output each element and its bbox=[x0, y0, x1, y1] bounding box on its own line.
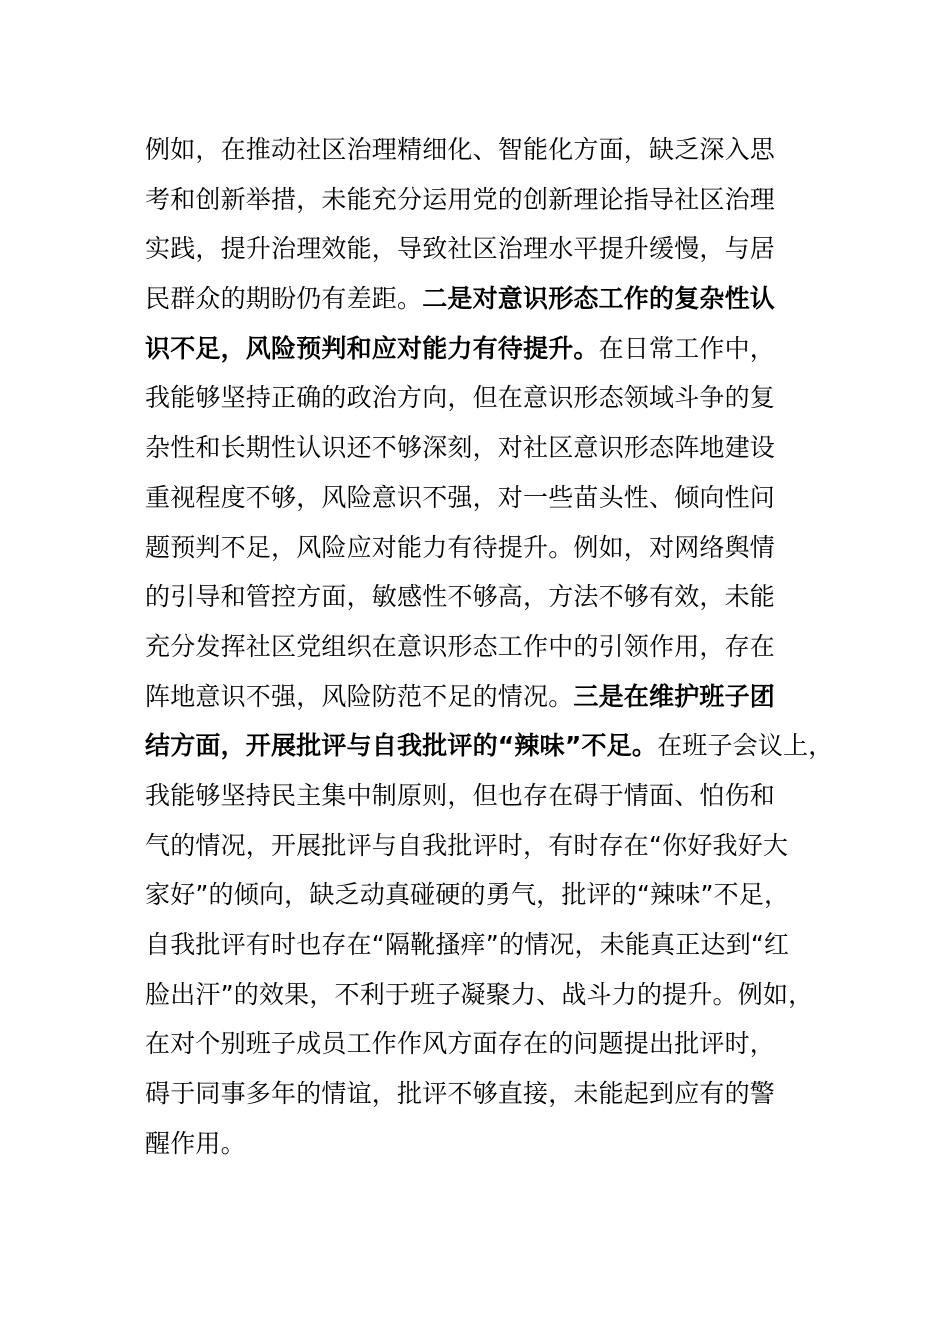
text-line-4 bbox=[145, 279, 775, 319]
text-line-14 bbox=[145, 776, 775, 816]
text-line-20 bbox=[145, 1074, 775, 1114]
text-run: 自我批评有时也存在“隔靴搔痒”的情况，未能真正达到“红 bbox=[145, 930, 790, 959]
text-run: 题预判不足，风险应对能力有待提升。例如，对网络舆情 bbox=[145, 533, 776, 562]
text-line-12 bbox=[145, 677, 775, 717]
bold-text-run: 二是对意识形态工作的复杂性认 bbox=[422, 284, 776, 313]
text-line-9 bbox=[145, 528, 775, 568]
text-run: 的引导和管控方面，敏感性不够高，方法不够有效，未能 bbox=[145, 582, 776, 611]
text-run: 气的情况，开展批评与自我批评时，有时存在“你好我好大 bbox=[145, 831, 789, 860]
text-line-1 bbox=[145, 130, 775, 170]
bold-text-run: 识不足，风险预判和应对能力有待提升。 bbox=[145, 334, 599, 363]
text-run: 我能够坚持正确的政治方向，但在意识形态领域斗争的复 bbox=[145, 383, 776, 412]
bold-text-run: 结方面，开展批评与自我批评的“辣味”不足。 bbox=[145, 731, 658, 760]
text-line-2 bbox=[145, 180, 775, 220]
text-run: 阵地意识不强，风险防范不足的情况。 bbox=[145, 682, 574, 711]
text-run: 碍于同事多年的情谊，批评不够直接，未能起到应有的警 bbox=[145, 1079, 776, 1108]
text-run: 在班子会议上， bbox=[657, 731, 834, 760]
text-line-3 bbox=[145, 229, 775, 269]
text-line-11 bbox=[145, 627, 775, 667]
text-run: 充分发挥社区党组织在意识形态工作中的引领作用，存在 bbox=[145, 632, 776, 661]
text-line-7 bbox=[145, 428, 775, 468]
text-line-15 bbox=[145, 826, 788, 866]
text-line-8 bbox=[145, 478, 775, 518]
text-line-6 bbox=[145, 378, 775, 418]
text-run: 民群众的期盼仍有差距。 bbox=[145, 284, 423, 313]
text-line-10 bbox=[145, 577, 775, 617]
text-run: 脸出汗”的效果，不利于班子凝聚力、战斗力的提升。例如， bbox=[145, 980, 814, 1009]
text-run: 醒作用。 bbox=[145, 1129, 246, 1158]
text-run: 杂性和长期性认识还不够深刻，对社区意识形态阵地建设 bbox=[145, 433, 776, 462]
text-run: 重视程度不够，风险意识不强，对一些苗头性、倾向性问 bbox=[145, 483, 776, 512]
bold-text-run: 三是在维护班子团 bbox=[573, 682, 776, 711]
text-line-16 bbox=[145, 875, 789, 915]
text-line-21 bbox=[145, 1124, 246, 1164]
text-run: 我能够坚持民主集中制原则，但也存在碍于情面、怕伤和 bbox=[145, 781, 776, 810]
text-run: 家好”的倾向，缺乏动真碰硬的勇气，批评的“辣味”不足， bbox=[145, 880, 790, 909]
text-line-19 bbox=[145, 1024, 775, 1064]
text-line-17 bbox=[145, 925, 789, 965]
text-run: 例如，在推动社区治理精细化、智能化方面，缺乏深入思 bbox=[145, 135, 776, 164]
text-run: 在日常工作中， bbox=[598, 334, 776, 363]
text-line-13 bbox=[145, 726, 833, 766]
text-line-5 bbox=[145, 329, 775, 369]
text-run: 实践，提升治理效能，导致社区治理水平提升缓慢，与居 bbox=[145, 234, 776, 263]
text-run: 在对个别班子成员工作作风方面存在的问题提出批评时， bbox=[145, 1029, 776, 1058]
text-line-18 bbox=[145, 975, 813, 1015]
text-run: 考和创新举措，未能充分运用党的创新理论指导社区治理 bbox=[145, 185, 776, 214]
